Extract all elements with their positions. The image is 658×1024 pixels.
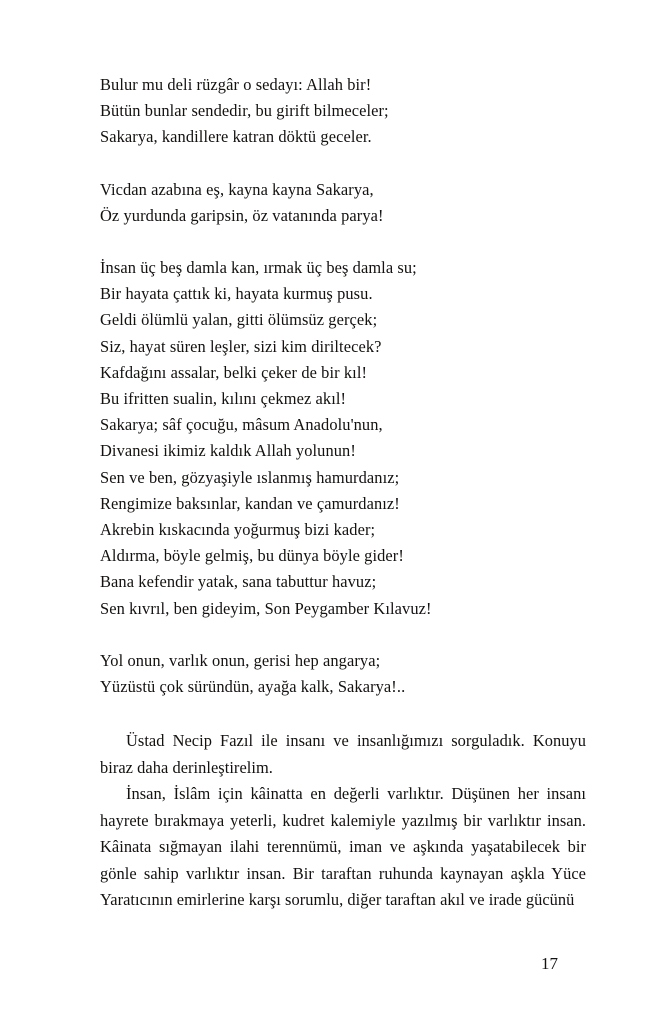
poem-line: Sen ve ben, gözyaşiyle ıslanmış hamurdanız; — [100, 467, 400, 487]
paragraph: Üstad Necip Fazıl ile insanı ve insanlığımızı sorguladık. Konuyu biraz daha derinleştirelim. — [100, 731, 586, 777]
poem-line: Sen kıvrıl, ben gideyim, Son Peygamber Kılavuz! — [100, 598, 432, 618]
poem-line: Bulur mu deli rüzgâr o sedayı: Allah bir! — [100, 75, 372, 94]
poem — [100, 72, 586, 700]
poem-line: Bütün bunlar sendedir, bu girift bilmeceler; — [100, 101, 389, 121]
poem-line: Öz yurdunda garipsin, öz vatanında parya! — [100, 205, 384, 225]
poem-line: Kafdağını assalar, belki çeker de bir kıl! — [100, 362, 368, 382]
poem-line: Rengimize baksınlar, kandan ve çamurdanız! — [100, 493, 400, 513]
poem-line: Bir hayata çattık ki, hayata kurmuş pusu. — [100, 284, 373, 304]
poem-line: Bana kefendir yatak, sana tabuttur havuz; — [100, 572, 377, 592]
page-number: 17 — [541, 954, 558, 973]
poem-line: Siz, hayat süren leşler, sizi kim diriltecek? — [100, 336, 382, 356]
poem-line: Sakarya, kandillere katran döktü geceler. — [100, 127, 372, 147]
poem-line: İnsan üç beş damla kan, ırmak üç beş damla su; — [100, 258, 417, 278]
poem-line: Yol onun, varlık onun, gerisi hep angarya; — [100, 650, 381, 670]
poem-line: Sakarya; sâf çocuğu, mâsum Anadolu'nun, — [100, 415, 383, 435]
poem-line: Akrebin kıskacında yoğurmuş bizi kader; — [100, 520, 376, 540]
body-text — [100, 728, 586, 914]
poem-line: Vicdan azabına eş, kayna kayna Sakarya, — [100, 179, 374, 199]
paragraph: İnsan, İslâm için kâinatta en değerli varlıktır. Düşünen her insanı hayrete bırakmaya yeterli, kudret kalemiyle yazılmış bir varlıktır insan. Kâinata sığmayan ilahi terennümü, iman ve aşkında yaşatabilecek bir gönle sahip varlıktır insan. Bir taraftan ruhunda kaynayan aşkla Yüce Yaratıcının emirlerine karşı sorumlu, diğer taraftan akıl ve irade gücünü — [100, 784, 586, 910]
poem-line: Aldırma, böyle gelmiş, bu dünya böyle gider! — [100, 546, 404, 566]
poem-line: Divanesi ikimiz kaldık Allah yolunun! — [100, 441, 356, 461]
poem-stanza — [100, 255, 586, 622]
poem-stanza — [100, 177, 586, 229]
poem-stanza — [100, 648, 586, 700]
poem-line: Bu ifritten sualin, kılını çekmez akıl! — [100, 389, 347, 409]
poem-line: Geldi ölümlü yalan, gitti ölümsüz gerçek; — [100, 310, 378, 330]
poem-stanza — [100, 72, 586, 151]
poem-line: Yüzüstü çok süründün, ayağa kalk, Sakarya!.. — [100, 677, 406, 697]
